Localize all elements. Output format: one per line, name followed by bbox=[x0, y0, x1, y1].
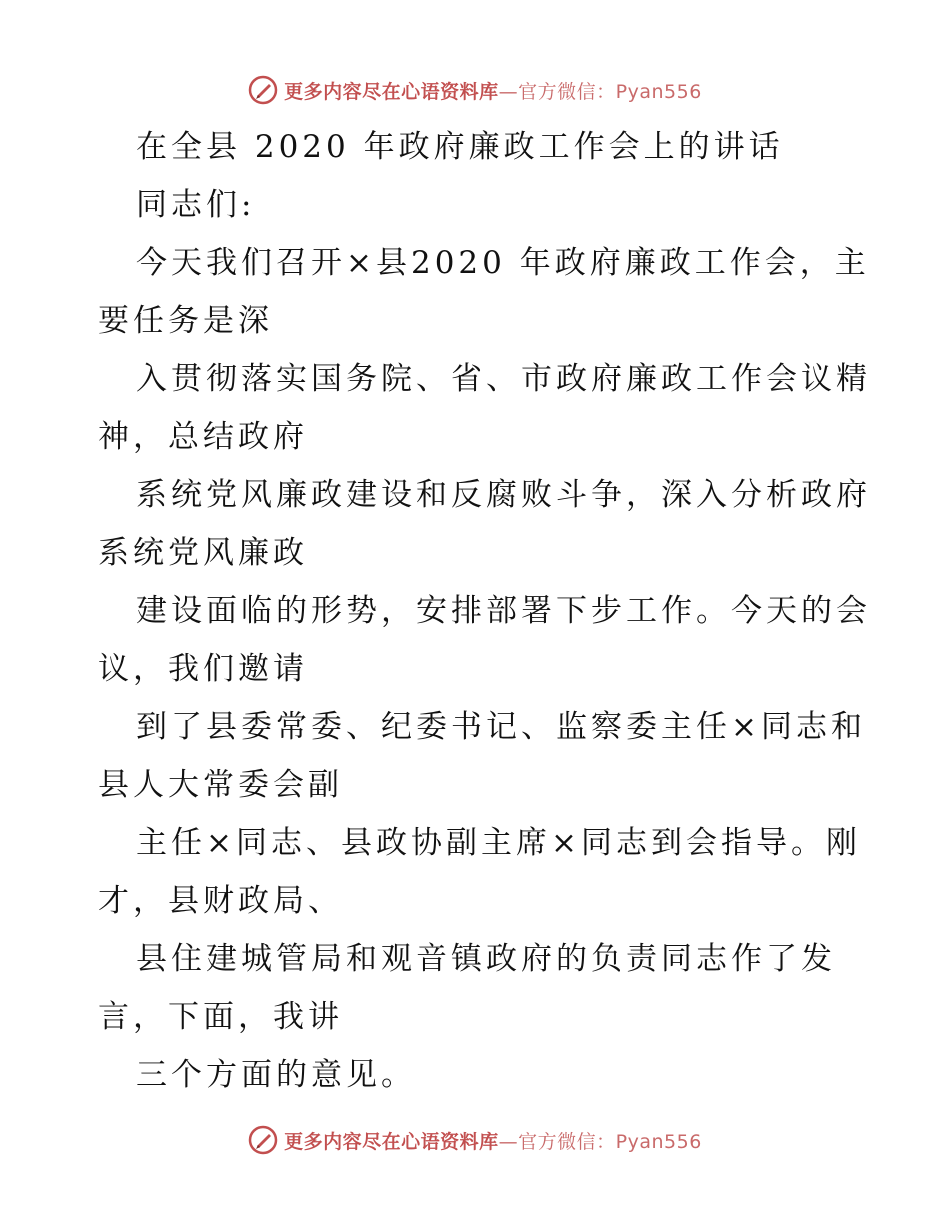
watermark-brand: 更多内容尽在心语资料库 bbox=[284, 1130, 499, 1153]
text-line: 三个方面的意见。 bbox=[136, 1057, 416, 1093]
document-body bbox=[98, 118, 871, 1104]
quill-logo-icon bbox=[248, 1125, 278, 1155]
watermark-brand: 更多内容尽在心语资料库 bbox=[284, 80, 499, 103]
text-line: 主任×同志、县政协副主席×同志到会指导。刚 bbox=[136, 825, 861, 861]
watermark-suffix: —官方微信：Pyan556 bbox=[498, 80, 702, 103]
watermark-text bbox=[284, 77, 702, 104]
text-line: 同志们: bbox=[136, 187, 256, 223]
text-line: 系统党风廉政 bbox=[98, 535, 308, 571]
footer-watermark bbox=[0, 1120, 950, 1160]
text-line: 到了县委常委、纪委书记、监察委主任×同志和 bbox=[136, 709, 866, 745]
text-line: 言，下面，我讲 bbox=[98, 999, 343, 1035]
text-line: 县人大常委会副 bbox=[98, 767, 343, 803]
text-line: 入贯彻落实国务院、省、市政府廉政工作会议精 bbox=[136, 361, 871, 397]
text-line: 建设面临的形势，安排部署下步工作。今天的会 bbox=[136, 593, 871, 629]
text-line: 系统党风廉政建设和反腐败斗争，深入分析政府 bbox=[136, 477, 871, 513]
text-line: 才，县财政局、 bbox=[98, 883, 343, 919]
text-line: 神，总结政府 bbox=[98, 419, 308, 455]
text-line: 在全县 2020 年政府廉政工作会上的讲话 bbox=[136, 129, 784, 165]
quill-logo-icon bbox=[248, 75, 278, 105]
header-watermark bbox=[0, 70, 950, 110]
watermark-text bbox=[284, 1127, 702, 1154]
text-line: 今天我们召开×县2020 年政府廉政工作会，主 bbox=[136, 245, 870, 281]
watermark-suffix: —官方微信：Pyan556 bbox=[498, 1130, 702, 1153]
text-line: 议，我们邀请 bbox=[98, 651, 308, 687]
text-line: 县住建城管局和观音镇政府的负责同志作了发 bbox=[136, 941, 836, 977]
text-line: 要任务是深 bbox=[98, 303, 273, 339]
